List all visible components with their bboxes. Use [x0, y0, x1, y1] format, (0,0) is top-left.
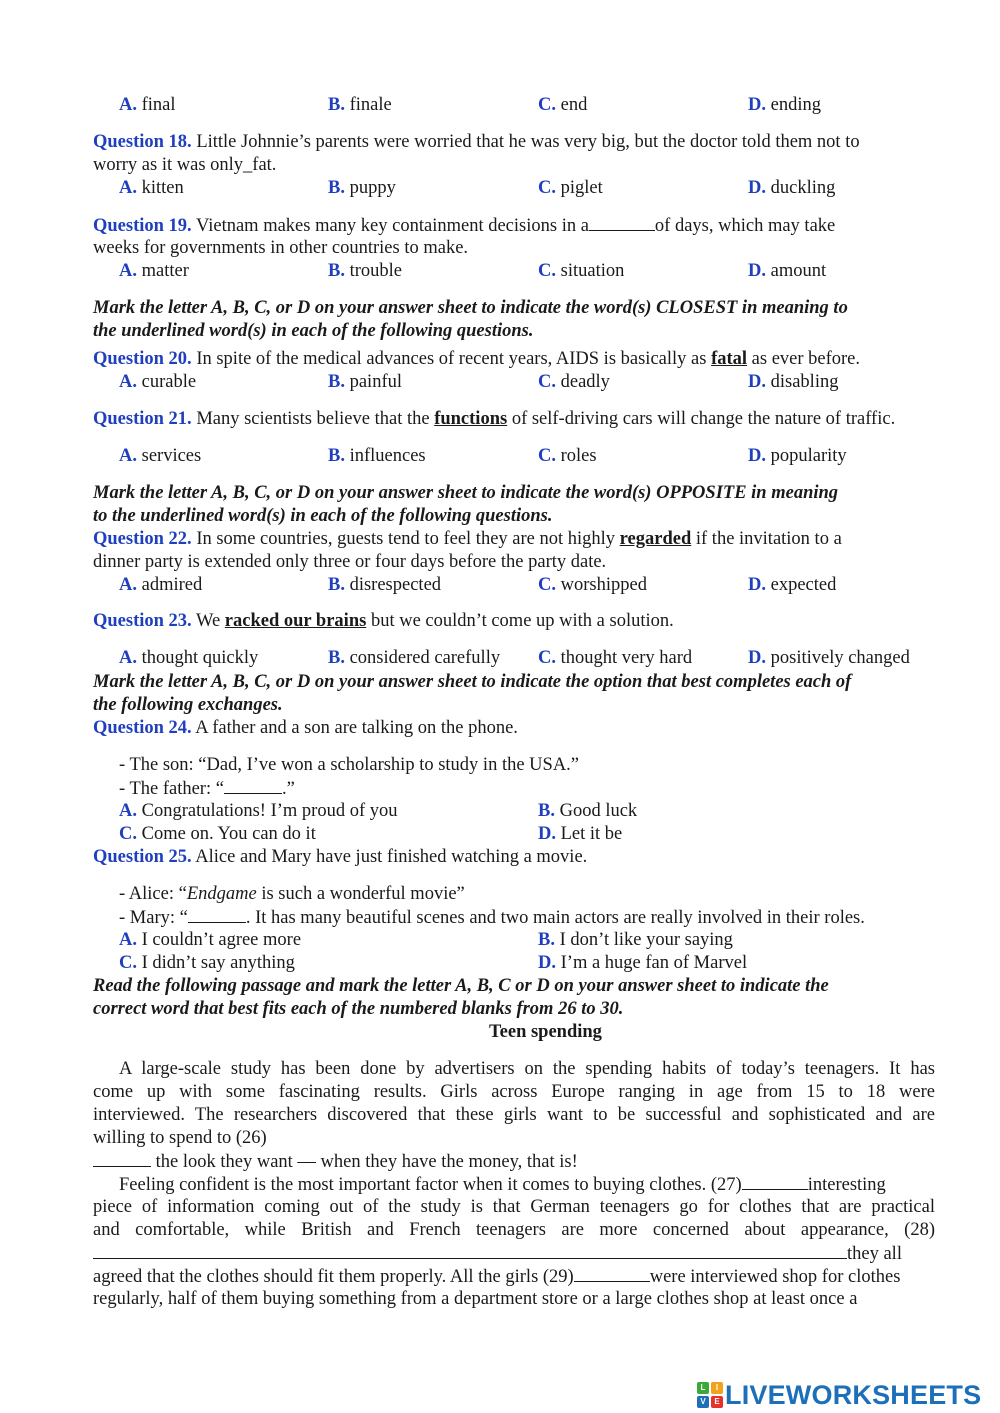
q23-option-c[interactable]: C. thought very hard: [538, 648, 693, 668]
passage-p1-line3: interviewed. The researchers discovered that these girls want to be successful and sophisticated and are: [93, 1105, 935, 1125]
passage-p2-line5: agreed that the clothes should fit them properly. All the girls (29) were interviewed shop for clothes: [93, 1267, 901, 1287]
q23-option-b[interactable]: B. considered carefully: [328, 648, 501, 668]
q20-option-b[interactable]: B. painful: [328, 372, 402, 392]
q25-option-b[interactable]: B. I don’t like your saying: [538, 930, 733, 950]
q20-number: Question 20.: [93, 349, 192, 369]
q22-option-a[interactable]: A. admired: [119, 575, 203, 595]
q21-option-a[interactable]: A. services: [119, 446, 202, 466]
q17-option-d[interactable]: D. ending: [748, 95, 821, 115]
q25-stem: Question 25. Alice and Mary have just finished watching a movie.: [93, 847, 588, 867]
q19-number: Question 19.: [93, 216, 192, 236]
q22-stem-line1: Question 22. In some countries, guests tend to feel they are not highly regarded if the invitation to a: [93, 529, 842, 549]
q18-stem-line2: worry as it was only_fat.: [93, 155, 277, 175]
q21-option-c[interactable]: C. roles: [538, 446, 597, 466]
liveworksheets-wordmark: LIVEWORKSHEETS: [725, 1379, 982, 1410]
q25-option-c[interactable]: C. I didn’t say anything: [119, 953, 295, 973]
q23-option-a[interactable]: A. thought quickly: [119, 648, 259, 668]
q25-option-a[interactable]: A. I couldn’t agree more: [119, 930, 302, 950]
q19-stem-line1: Question 19. Vietnam makes many key containment decisions in a of days, which may take: [93, 216, 836, 236]
passage-p1-line4: willing to spend to (26): [93, 1128, 267, 1148]
q19-option-c[interactable]: C. situation: [538, 261, 625, 281]
q20-option-d[interactable]: D. disabling: [748, 372, 839, 392]
q24-option-c[interactable]: C. Come on. You can do it: [119, 824, 316, 844]
q21-underlined-word: functions: [434, 409, 508, 429]
instruction-passage-line1: Read the following passage and mark the letter A, B, C or D on your answer sheet to indicate the: [93, 976, 829, 996]
q19-stem-line2: weeks for governments in other countries to make.: [93, 238, 469, 258]
q24-son-line: - The son: “Dad, I’ve won a scholarship to study in the USA.”: [119, 755, 580, 775]
q25-alice-line: - Alice: “Endgame is such a wonderful movie”: [119, 884, 465, 904]
q20-stem: Question 20. In spite of the medical advances of recent years, AIDS is basically as fatal as ever before.: [93, 349, 861, 369]
q23-number: Question 23.: [93, 611, 192, 631]
q20-option-c[interactable]: C. deadly: [538, 372, 610, 392]
q24-option-a[interactable]: A. Congratulations! I’m proud of you: [119, 801, 398, 821]
q25-blank[interactable]: [188, 906, 246, 923]
q19-option-a[interactable]: A. matter: [119, 261, 189, 281]
q24-father-line: - The father: “ .”: [119, 779, 295, 799]
q23-underlined-phrase: racked our brains: [224, 611, 367, 631]
passage-p2-line3: and comfortable, while British and French teenagers are more concerned about appearance, (28): [93, 1220, 935, 1240]
passage-p1-line2: come up with some fascinating results. Girls across Europe ranging in age from 15 to 18 were: [93, 1082, 935, 1102]
instruction-opposite-line2: to the underlined word(s) in each of the following questions.: [93, 506, 553, 526]
q18-option-b[interactable]: B. puppy: [328, 178, 396, 198]
q19-option-d[interactable]: D. amount: [748, 261, 827, 281]
q20-option-a[interactable]: A. curable: [119, 372, 197, 392]
q25-movie-title: Endgame: [186, 884, 257, 904]
q21-option-d[interactable]: D. popularity: [748, 446, 847, 466]
q22-option-d[interactable]: D. expected: [748, 575, 837, 595]
q18-stem-line1: Question 18. Little Johnnie’s parents were worried that he was very big, but the doctor told them not to: [93, 132, 860, 152]
q21-stem: Question 21. Many scientists believe that the functions of self-driving cars will change the nature of traffic.: [93, 409, 896, 429]
liveworksheets-logo[interactable]: [697, 1378, 997, 1412]
q22-option-b[interactable]: B. disrespected: [328, 575, 442, 595]
q21-number: Question 21.: [93, 409, 192, 429]
q18-option-a[interactable]: A. kitten: [119, 178, 184, 198]
passage-p2-line2: piece of information coming out of the study is that German teenagers go for clothes that are practical: [93, 1197, 935, 1217]
q23-stem: Question 23. We racked our brains but we couldn’t come up with a solution.: [93, 611, 674, 631]
q24-blank[interactable]: [224, 777, 282, 794]
q19-blank[interactable]: [589, 214, 655, 231]
instruction-exchanges-line2: the following exchanges.: [93, 695, 283, 715]
q24-number: Question 24.: [93, 718, 192, 738]
q18-option-c[interactable]: C. piglet: [538, 178, 603, 198]
q25-mary-line: - Mary: “ . It has many beautiful scenes and two main actors are really involved in their roles.: [119, 908, 865, 928]
q19-option-b[interactable]: B. trouble: [328, 261, 402, 281]
q23-option-d[interactable]: D. positively changed: [748, 648, 910, 668]
passage-p1-line1: A large-scale study has been done by advertisers on the spending habits of today’s teenagers. It has: [119, 1059, 935, 1079]
passage-title: Teen spending: [489, 1022, 602, 1042]
q24-option-d[interactable]: D. Let it be: [538, 824, 623, 844]
passage-p2-line1: Feeling confident is the most important factor when it comes to buying clothes. (27) interesting: [119, 1175, 886, 1195]
q20-underlined-word: fatal: [711, 349, 748, 369]
instruction-closest-line2: the underlined word(s) in each of the following questions.: [93, 321, 534, 341]
q18-number: Question 18.: [93, 132, 192, 152]
passage-p1-line5: the look they want — when they have the money, that is!: [93, 1150, 578, 1174]
blank-26[interactable]: [93, 1150, 151, 1167]
instruction-exchanges-line1: Mark the letter A, B, C, or D on your answer sheet to indicate the option that best completes each of: [93, 672, 852, 692]
q25-option-d[interactable]: D. I’m a huge fan of Marvel: [538, 953, 748, 973]
blank-27[interactable]: [742, 1173, 808, 1190]
q17-option-b[interactable]: B. finale: [328, 95, 392, 115]
q21-option-b[interactable]: B. influences: [328, 446, 426, 466]
q24-stem: Question 24. A father and a son are talking on the phone.: [93, 718, 518, 738]
q22-stem-line2: dinner party is extended only three or four days before the party date.: [93, 552, 607, 572]
q17-option-a[interactable]: A. final: [119, 95, 176, 115]
instruction-passage-line2: correct word that best fits each of the numbered blanks from 26 to 30.: [93, 999, 624, 1019]
q24-option-b[interactable]: B. Good luck: [538, 801, 638, 821]
instruction-closest-line1: Mark the letter A, B, C, or D on your answer sheet to indicate the word(s) CLOSEST in meaning to: [93, 298, 848, 318]
q22-option-c[interactable]: C. worshipped: [538, 575, 647, 595]
passage-p2-line6: regularly, half of them buying something from a department store or a large clothes shop at least once a: [93, 1289, 858, 1309]
blank-29[interactable]: [574, 1265, 650, 1282]
q25-number: Question 25.: [93, 847, 192, 867]
q18-option-d[interactable]: D. duckling: [748, 178, 836, 198]
q17-option-c[interactable]: C. end: [538, 95, 588, 115]
q22-number: Question 22.: [93, 529, 192, 549]
liveworksheets-logo-icon: L I V E: [697, 1382, 723, 1408]
instruction-opposite-line1: Mark the letter A, B, C, or D on your answer sheet to indicate the word(s) OPPOSITE in meaning: [93, 483, 839, 503]
blank-28[interactable]: [93, 1242, 847, 1259]
passage-p2-line4: they all: [93, 1242, 935, 1266]
q22-underlined-word: regarded: [619, 529, 692, 549]
